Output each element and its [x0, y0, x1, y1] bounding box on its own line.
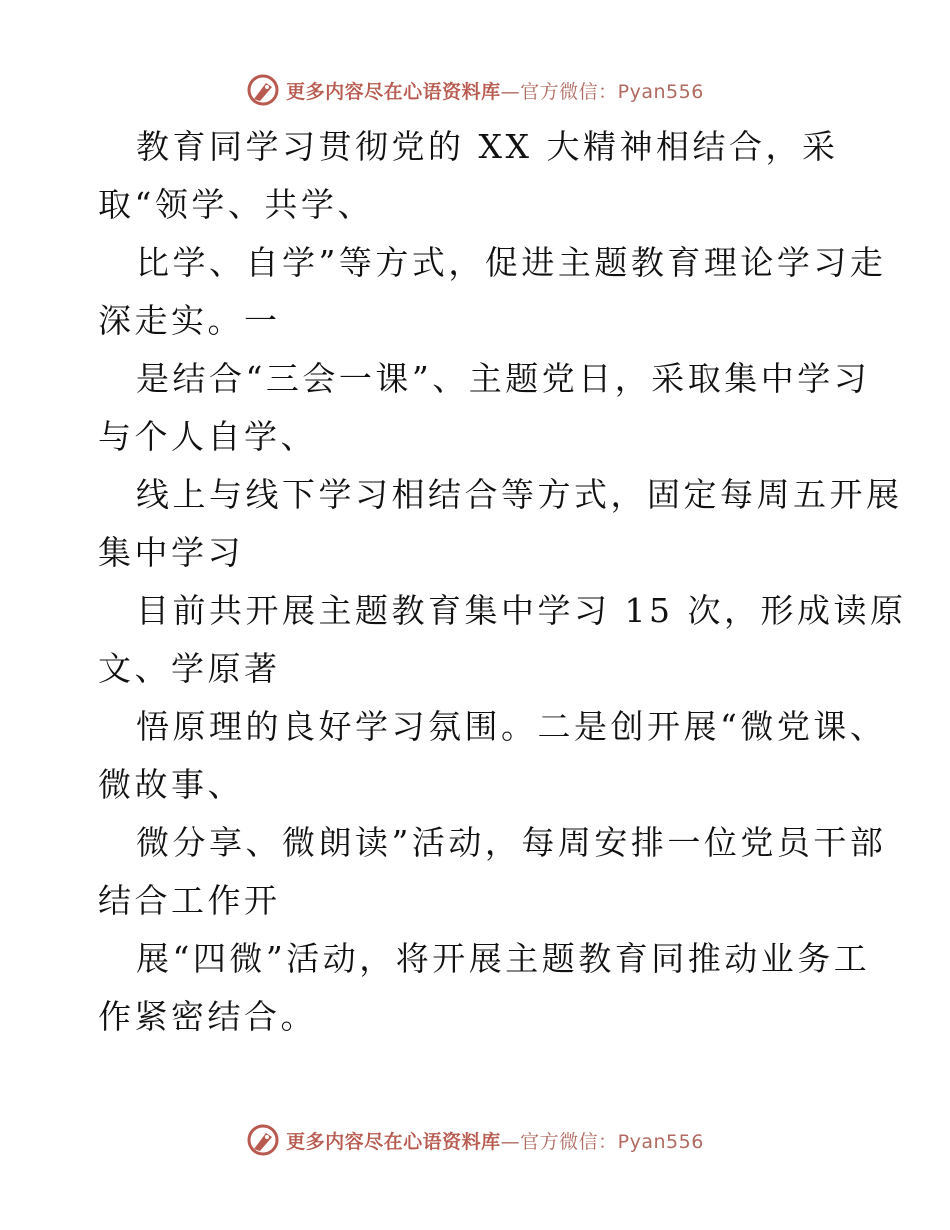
text-line: 与个人自学、	[98, 417, 317, 456]
text-line: 目前共开展主题教育集中学习 15 次，形成读原	[136, 591, 907, 630]
pen-nib-circle-icon	[246, 73, 280, 107]
header-banner-text	[286, 77, 704, 104]
text-line: 展“四微”活动，将开展主题教育同推动业务工	[136, 939, 871, 978]
pen-nib-circle-icon	[246, 1123, 280, 1157]
footer-banner-main: 更多内容尽在心语资料库	[286, 1130, 501, 1153]
text-line: 结合工作开	[98, 881, 281, 920]
text-line: 集中学习	[98, 533, 244, 572]
text-line: 深走实。一	[98, 301, 281, 340]
footer-banner-text	[286, 1127, 704, 1154]
text-line: 取“领学、共学、	[98, 185, 374, 224]
header-banner	[0, 70, 950, 110]
header-banner-tail: —官方微信：Pyan556	[500, 80, 704, 103]
text-line: 微分享、微朗读”活动，每周安排一位党员干部	[136, 823, 887, 862]
text-line: 文、学原著	[98, 649, 281, 688]
footer-banner	[0, 1120, 950, 1160]
text-line: 微故事、	[98, 765, 244, 804]
document-body	[98, 118, 907, 1046]
footer-banner-tail: —官方微信：Pyan556	[500, 1130, 704, 1153]
text-line: 是结合“三会一课”、主题党日，采取集中学习	[136, 359, 871, 398]
text-line: 比学、自学”等方式，促进主题教育理论学习走	[136, 243, 887, 282]
text-line: 线上与线下学习相结合等方式，固定每周五开展	[136, 475, 903, 514]
text-line: 作紧密结合。	[98, 997, 317, 1036]
text-line: 悟原理的良好学习氛围。二是创开展“微党课、	[136, 707, 887, 746]
text-line: 教育同学习贯彻党的 XX 大精神相结合，采	[136, 127, 839, 166]
header-banner-main: 更多内容尽在心语资料库	[286, 80, 501, 103]
